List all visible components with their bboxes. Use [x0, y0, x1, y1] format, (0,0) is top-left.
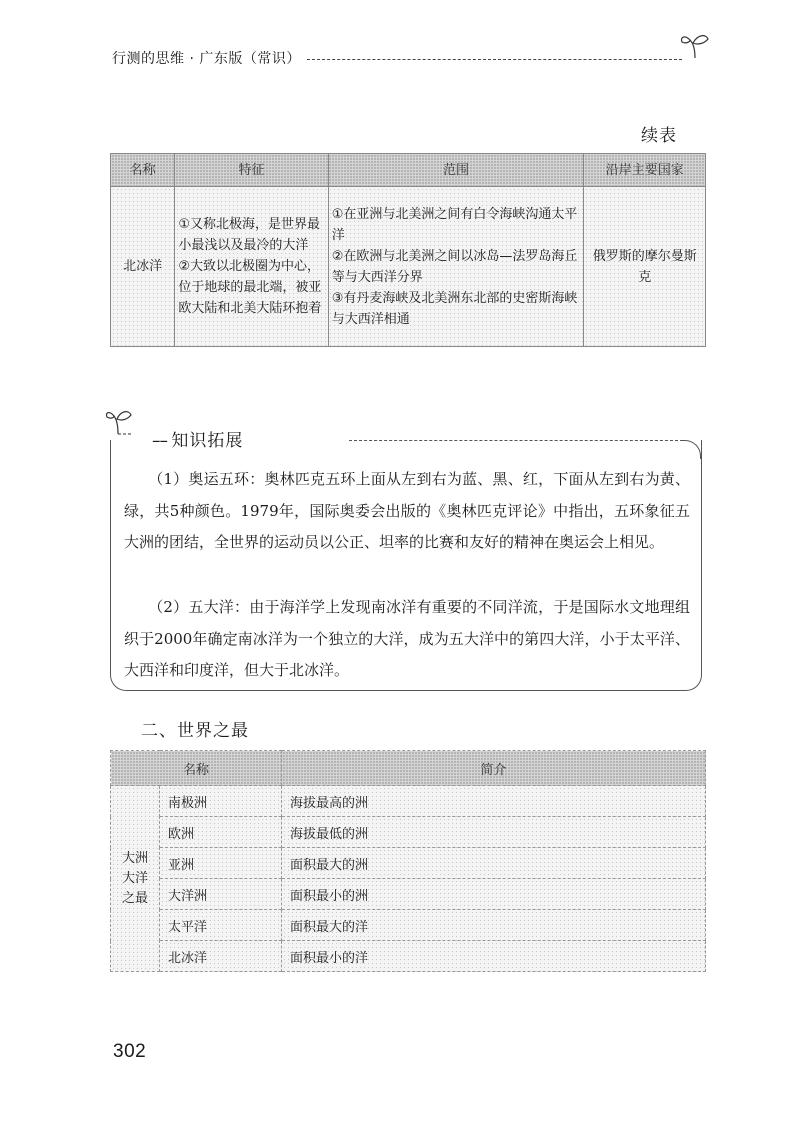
coastal-countries-cell: 俄罗斯的摩尔曼斯克: [584, 187, 706, 347]
box-top-rule: [349, 440, 683, 441]
boundary-item: ①在亚洲与北美洲之间有白令海峡沟通太平洋: [331, 206, 578, 243]
table-row: [111, 879, 706, 910]
running-header: [112, 46, 712, 76]
table-header-row: [111, 154, 706, 187]
boundary-item: ②在欧洲与北美洲之间以冰岛—法罗岛海丘等与大西洋分界: [331, 248, 578, 285]
column-header: 名称: [111, 751, 282, 786]
page-number: 302: [113, 1041, 147, 1062]
ocean-name-cell: 北冰洋: [111, 187, 175, 347]
table-row: [111, 187, 706, 347]
knowledge-box-title: –– 知识拓展: [148, 426, 247, 451]
header-rule: [307, 59, 682, 60]
record-name: 南极洲: [160, 786, 282, 817]
sprout-icon: [104, 404, 140, 438]
continued-label: 续表: [641, 126, 677, 146]
section-title: 二、世界之最: [141, 721, 249, 741]
column-header: 范围: [328, 154, 584, 187]
record-desc: 面积最大的洋: [282, 910, 706, 941]
paragraph-text: （2）五大洋：由于海洋学上发现南冰洋有重要的不同洋流，于是国际水文地理组织于2000年确定南冰洋为一个独立的大洋，成为五大洋中的第四大洋，小于太平洋、大西洋和印度洋，但大于北冰洋。: [124, 598, 690, 679]
table-row: [111, 941, 706, 972]
box-corner: [682, 440, 701, 459]
knowledge-paragraph: [124, 464, 690, 559]
sprout-icon: [678, 30, 712, 60]
world-records-table: [110, 750, 706, 972]
table-row: [111, 910, 706, 941]
record-name: 太平洋: [160, 910, 282, 941]
record-desc: 面积最小的洲: [282, 879, 706, 910]
table-header-row: [111, 751, 706, 786]
record-desc: 海拔最低的洲: [282, 817, 706, 848]
group-cell: 大洲 大洋 之最: [111, 786, 160, 972]
knowledge-box-title-text: 知识拓展: [171, 431, 244, 451]
feature-item: ②大致以北极圈为中心，位于地球的最北端，被亚欧大陆和北美大陆环抱着: [178, 259, 322, 316]
knowledge-paragraph: [124, 592, 690, 687]
record-name: 欧洲: [160, 817, 282, 848]
record-name: 大洋洲: [160, 879, 282, 910]
column-header: 特征: [175, 154, 328, 187]
table-row: [111, 848, 706, 879]
table-row: [111, 786, 706, 817]
column-header: 沿岸主要国家: [584, 154, 706, 187]
table-row: [111, 817, 706, 848]
column-header: 名称: [111, 154, 175, 187]
ocean-table: [110, 153, 706, 347]
record-name: 北冰洋: [160, 941, 282, 972]
record-name: 亚洲: [160, 848, 282, 879]
header-title: 行测的思维 · 广东版（常识）: [112, 48, 307, 68]
record-desc: 面积最大的洲: [282, 848, 706, 879]
ocean-features-cell: [175, 187, 328, 347]
ocean-boundaries-cell: [328, 187, 584, 347]
boundary-item: ③有丹麦海峡及北美洲东北部的史密斯海峡与大西洋相通: [331, 290, 578, 327]
paragraph-text: （1）奥运五环：奥林匹克五环上面从左到右为蓝、黑、红，下面从左到右为黄、绿，共5种颜色。1979年，国际奥委会出版的《奥林匹克评论》中指出，五环象征五大洲的团结，全世界的运动员以公正、坦率的比赛和友好的精神在奥运会上相见。: [124, 470, 690, 551]
column-header: 简介: [282, 751, 706, 786]
record-desc: 海拔最高的洲: [282, 786, 706, 817]
feature-item: ①又称北极海，是世界最小最浅以及最冷的大洋: [178, 217, 321, 253]
record-desc: 面积最小的洋: [282, 941, 706, 972]
